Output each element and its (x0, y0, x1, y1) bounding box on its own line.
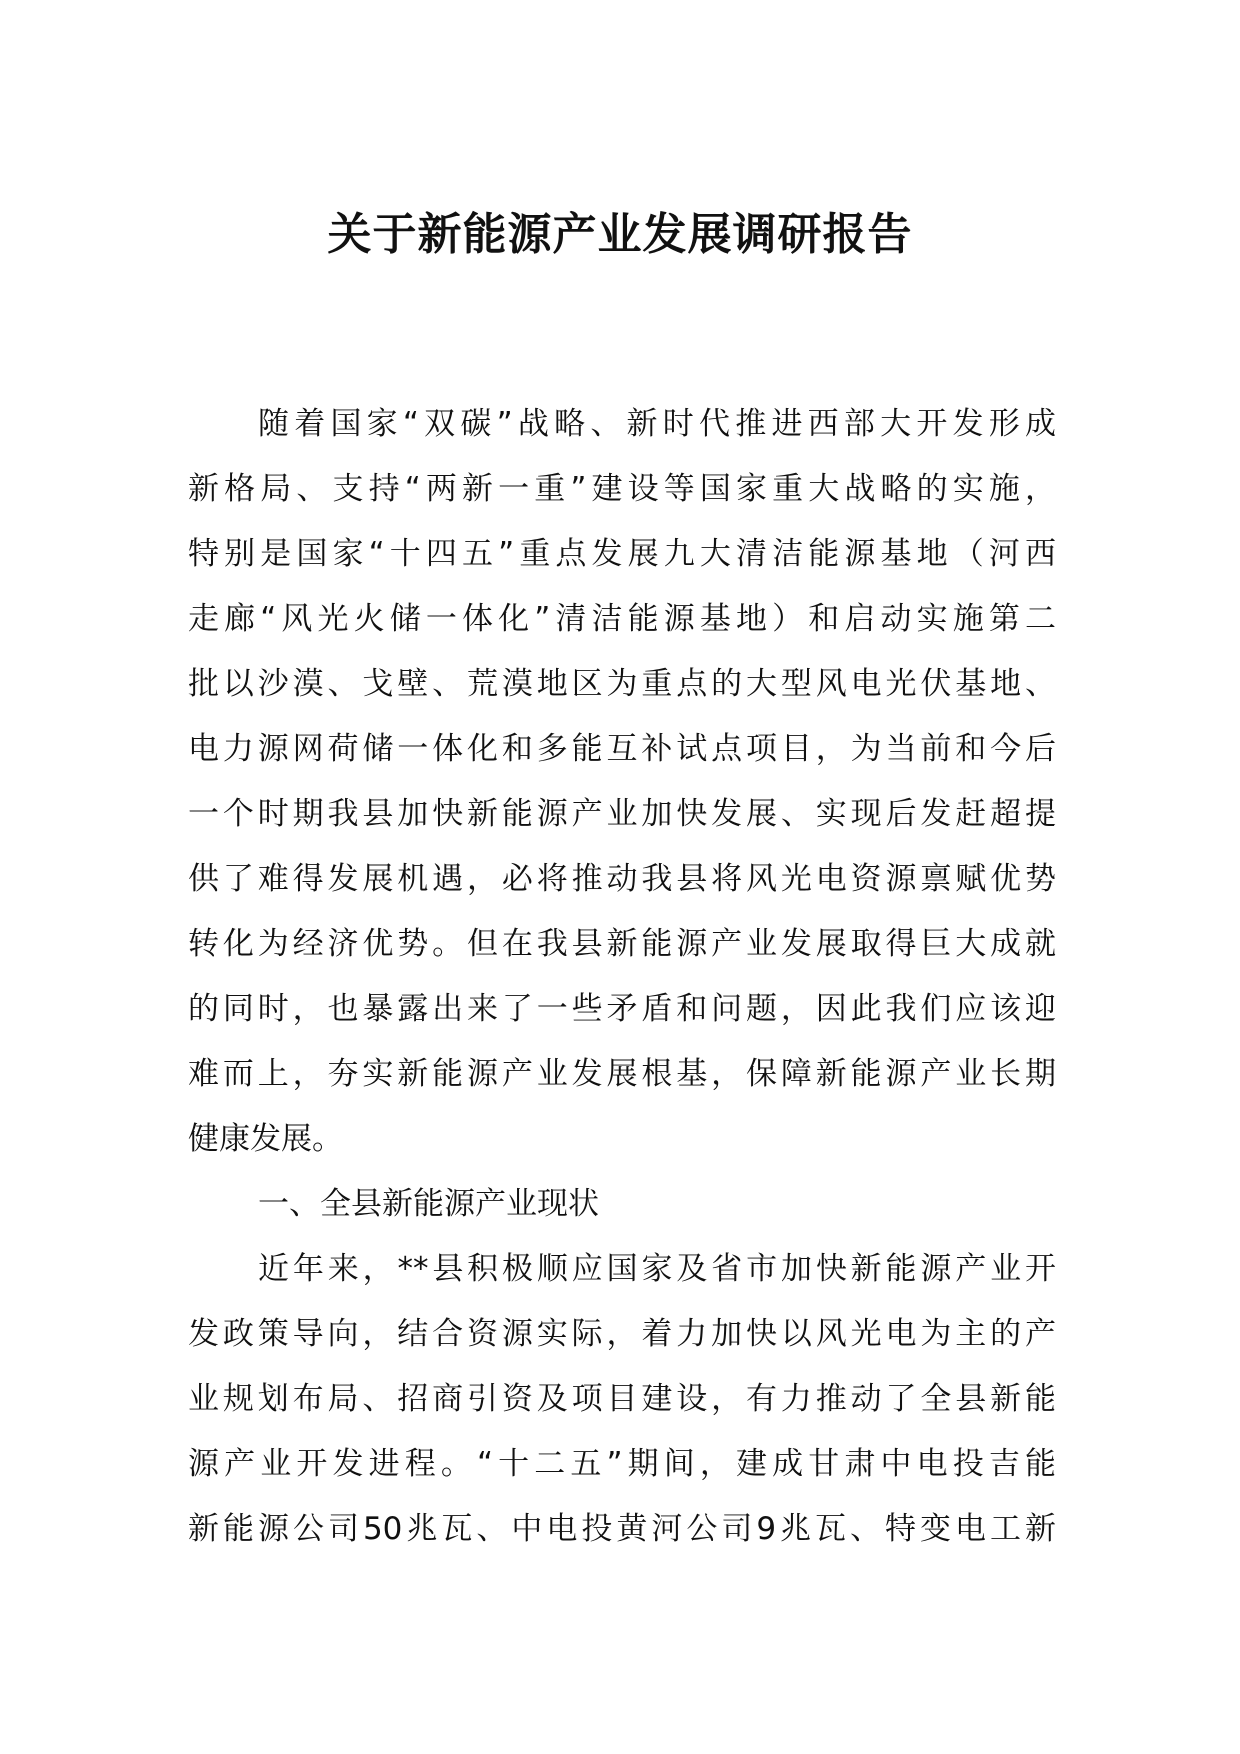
paragraph-line: 新格局、支持“两新一重”建设等国家重大战略的实施， (188, 471, 1056, 507)
paragraph-line: 批以沙漠、戈壁、荒漠地区为重点的大型风电光伏基地、 (188, 666, 1056, 702)
paragraph-line: 供了难得发展机遇，必将推动我县将风光电资源禀赋优势 (188, 861, 1056, 897)
paragraph-line: 发政策导向，结合资源实际，着力加快以风光电为主的产 (188, 1316, 1056, 1352)
paragraph-line: 走廊“风光火储一体化”清洁能源基地）和启动实施第二 (188, 601, 1056, 637)
document-title: 关于新能源产业发展调研报告 (327, 209, 913, 260)
paragraph-line: 新能源公司50兆瓦、中电投黄河公司9兆瓦、特变电工新 (188, 1511, 1056, 1547)
paragraph-line: 转化为经济优势。但在我县新能源产业发展取得巨大成就 (188, 926, 1056, 962)
paragraph-line: 的同时，也暴露出来了一些矛盾和问题，因此我们应该迎 (188, 991, 1056, 1027)
paragraph-line: 近年来，**县积极顺应国家及省市加快新能源产业开 (258, 1251, 1056, 1287)
paragraph-line: 难而上，夯实新能源产业发展根基，保障新能源产业长期 (188, 1056, 1056, 1092)
paragraph-line: 健康发展。 (188, 1121, 343, 1157)
paragraph-line: 电力源网荷储一体化和多能互补试点项目，为当前和今后 (188, 731, 1056, 767)
document-body (188, 392, 1056, 1562)
paragraph-line: 源产业开发进程。“十二五”期间，建成甘肃中电投吉能 (188, 1446, 1056, 1482)
paragraph-line: 一个时期我县加快新能源产业加快发展、实现后发赶超提 (188, 796, 1056, 832)
section-heading: 一、全县新能源产业现状 (258, 1186, 599, 1222)
paragraph-line: 业规划布局、招商引资及项目建设，有力推动了全县新能 (188, 1381, 1056, 1417)
paragraph-line: 随着国家“双碳”战略、新时代推进西部大开发形成 (258, 406, 1056, 442)
paragraph-line: 特别是国家“十四五”重点发展九大清洁能源基地（河西 (188, 536, 1056, 572)
